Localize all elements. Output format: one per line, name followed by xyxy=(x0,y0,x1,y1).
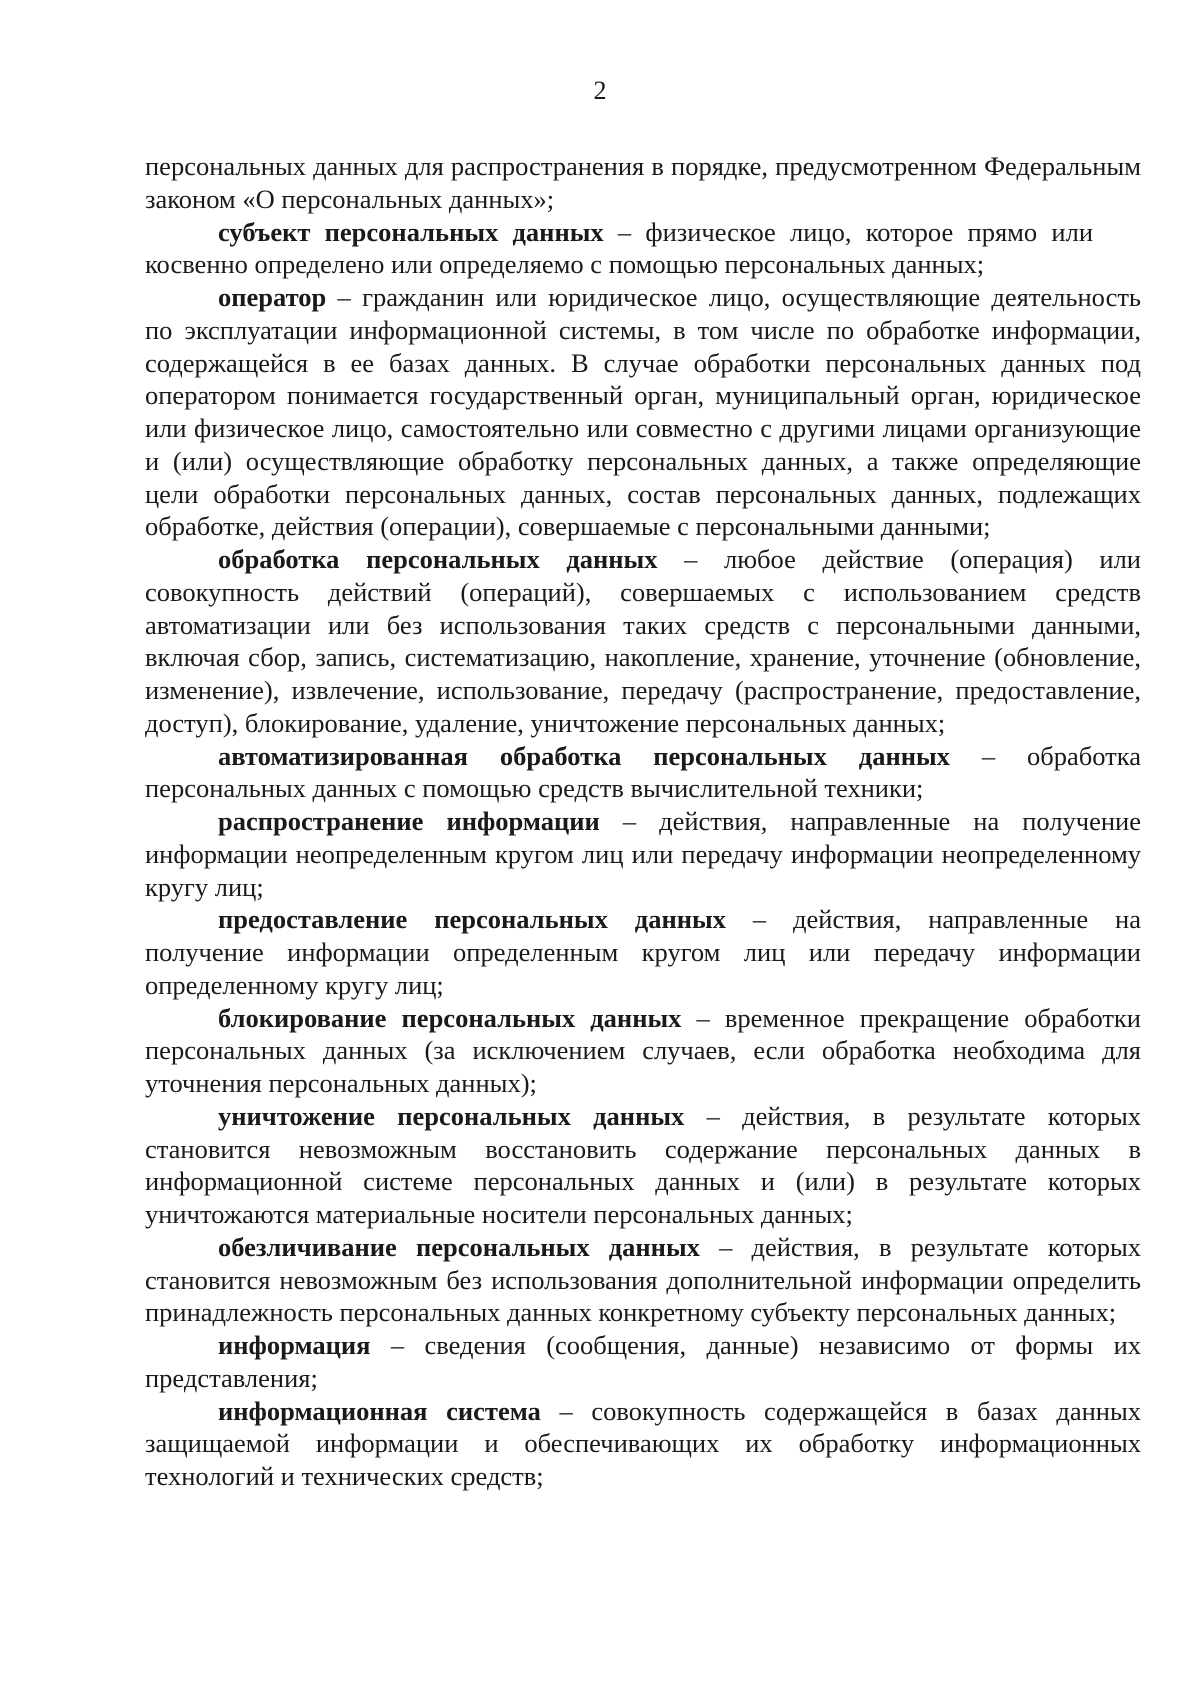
definition-text: – действия, направленные на получение информации неопределенным кругом лиц или передачу информации неопределенному кругу лиц; xyxy=(145,806,1142,902)
definition-term: уничтожение персональных данных xyxy=(218,1100,685,1131)
definition-term: оператор xyxy=(218,282,327,312)
paragraph-text: персональных данных для распространения в порядке, предусмотренном Федеральным законом «О персональных данных»; xyxy=(145,151,1141,214)
document-body xyxy=(145,150,1141,1493)
definition-destruction xyxy=(145,1100,1141,1231)
definition-term: обработка персональных данных xyxy=(218,544,658,574)
definition-text: – временное прекращение обработки персональных данных (за исключением случаев, если обработка необходима для уточнения персональных данных); xyxy=(145,1002,1141,1098)
definition-text: – действия, направленные на получение информации определенным кругом лиц или передачу информации определенному кругу лиц; xyxy=(145,904,1141,1000)
definition-text: – гражданин или юридическое лицо, осуществляющие деятельность по эксплуатации информационной системы, в том числе по обработке информации, содержащейся в ее базах данных. В случае обработки персональных данных под оператором понимается государственный орган, муниципальный орган, юридическое или физическое лицо, самостоятельно или совместно с другими лицами организующие и (или) осуществляющие обработку персональных данных, а также определяющие цели обработки персональных данных, состав персональных данных, подлежащих обработке, действия (операции), совершаемые с персональными данными; xyxy=(145,282,1141,542)
definition-term: блокирование персональных данных xyxy=(218,1002,682,1033)
definition-text: – действия, в результате которых становится невозможным восстановить содержание персональных данных в информационной системе персональных данных и (или) в результате которых уничтожаются материальные носители персональных данных; xyxy=(145,1100,1141,1229)
page-number: 2 xyxy=(593,76,607,105)
definition-term: автоматизированная обработка персональных данных xyxy=(218,740,950,771)
definition-information xyxy=(145,1329,1141,1395)
definition-term: информация xyxy=(218,1330,371,1360)
definition-automated-processing xyxy=(145,740,1141,806)
definition-term: распространение информации xyxy=(218,806,600,836)
definition-term: субъект персональных данных xyxy=(218,216,604,247)
definition-term: обезличивание персональных данных xyxy=(218,1231,700,1262)
definition-blocking xyxy=(145,1002,1141,1100)
definition-depersonalization xyxy=(145,1231,1141,1329)
definition-dissemination xyxy=(145,805,1141,903)
definition-information-system xyxy=(145,1395,1141,1493)
definition-provision xyxy=(145,903,1141,1001)
definition-term: информационная система xyxy=(218,1395,541,1426)
definition-text: – сведения (сообщения, данные) независимо от формы их представления; xyxy=(145,1330,1141,1393)
definition-text: – совокупность содержащейся в базах данных защищаемой информации и обеспечивающих их обработку информационных технологий и технических средств; xyxy=(145,1395,1141,1491)
definition-text: – любое действие (операция) или совокупность действий (операций), совершаемых с использованием средств автоматизации или без использования таких средств с персональными данными, включая сбор, запись, систематизацию, накопление, хранение, уточнение (обновление, изменение), извлечение, использование, передачу (распространение, предоставление, доступ), блокирование, удаление, уничтожение персональных данных; xyxy=(145,544,1141,738)
definition-processing xyxy=(145,543,1141,740)
definition-text: – обработка персональных данных с помощью средств вычислительной техники; xyxy=(145,740,1141,804)
definition-text: – действия, в результате которых становится невозможным без использования дополнительной информации определить принадлежность персональных данных конкретному субъекту персональных данных; xyxy=(145,1231,1141,1328)
definition-term: предоставление персональных данных xyxy=(218,904,726,935)
definition-operator xyxy=(145,281,1141,543)
definition-data-subject xyxy=(145,216,1093,282)
continuation-paragraph xyxy=(145,150,1141,216)
definition-text: – физическое лицо, которое прямо или косвенно определено или определяемо с помощью персональных данных; xyxy=(145,216,1093,280)
